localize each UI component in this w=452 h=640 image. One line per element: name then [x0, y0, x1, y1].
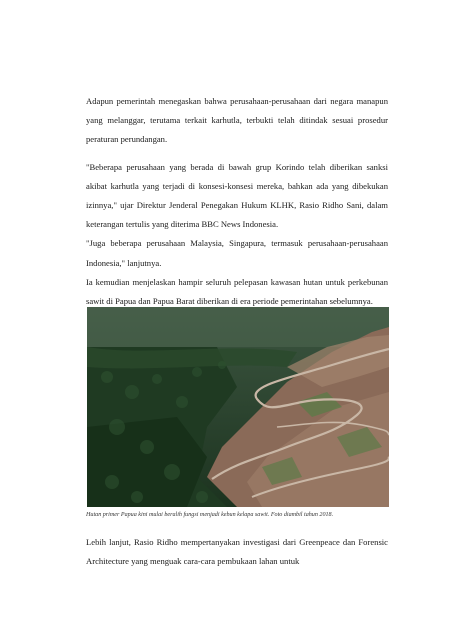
aerial-forest-photo — [87, 307, 389, 507]
article-photo — [87, 307, 389, 507]
paragraph: Ia kemudian menjelaskan hampir seluruh pelepasan kawasan hutan untuk perkebunan sawit di Papua dan Papua Barat diberikan di era periode pemerintahan sebelumnya. — [86, 276, 388, 307]
paragraph: "Beberapa perusahaan yang berada di bawah grup Korindo telah diberikan sanksi akibat karhutla yang terjadi di konsesi-konsesi mereka, bahkan ada yang dibekukan izinnya," ujar Direktur Jenderal Penegakan Hukum KLHK, Rasio Ridho Sani, dalam keterangan tertulis yang diterima BBC News Indonesia. — [86, 161, 388, 230]
photo-caption: Hutan primer Papua kini mulai beralih fungsi menjadi kebun kelapa sawit. Foto diambil tahun 2018. — [86, 512, 334, 518]
paragraph: Adapun pemerintah menegaskan bahwa perusahaan-perusahaan dari negara manapun yang melanggar, terutama terkait karhutla, terbukti telah ditindak sesuai prosedur peraturan perundangan. — [86, 96, 388, 145]
article-body-bottom — [86, 533, 388, 571]
paragraph: Lebih lanjut, Rasio Ridho mempertanyakan investigasi dari Greenpeace dan Forensic Architecture yang menguak cara-cara pembukaan lahan untuk — [86, 537, 388, 567]
paragraph: "Juga beberapa perusahaan Malaysia, Singapura, termasuk perusahaan-perusahaan Indonesia," lanjutnya. — [86, 238, 388, 268]
article-body-top — [86, 92, 388, 311]
